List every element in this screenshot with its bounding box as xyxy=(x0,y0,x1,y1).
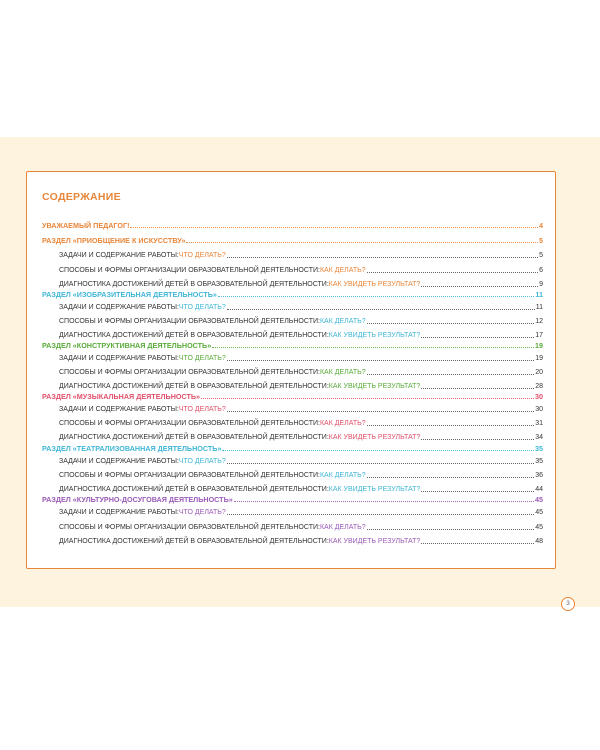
toc-page-number: 35 xyxy=(535,458,543,465)
toc-leader-dots xyxy=(421,543,534,544)
toc-leader-dots xyxy=(421,286,538,287)
toc-page-number: 19 xyxy=(535,355,543,362)
toc-entry-accent: ЧТО ДЕЛАТЬ? xyxy=(178,304,226,311)
toc-subentry xyxy=(59,457,543,466)
toc-leader-dots xyxy=(130,227,538,228)
toc-entry-label: РАЗДЕЛ «КОНСТРУКТИВНАЯ ДЕЯТЕЛЬНОСТЬ» xyxy=(42,341,212,350)
toc-subentry xyxy=(59,419,543,428)
toc-page-number: 30 xyxy=(535,392,543,401)
toc-subentry xyxy=(59,405,543,414)
toc-page-number: 17 xyxy=(535,332,543,339)
toc-entry-label: РАЗДЕЛ «КУЛЬТУРНО-ДОСУГОВАЯ ДЕЯТЕЛЬНОСТЬ» xyxy=(42,495,233,504)
toc-page-number: 30 xyxy=(535,406,543,413)
toc-entry-label: СПОСОБЫ И ФОРМЫ ОРГАНИЗАЦИИ ОБРАЗОВАТЕЛЬНОЙ ДЕЯТЕЛЬНОСТИ: xyxy=(59,369,320,376)
toc-subentry xyxy=(59,280,543,289)
toc-page-number: 48 xyxy=(535,538,543,545)
toc-subentry xyxy=(59,537,543,546)
toc-page-number: 44 xyxy=(535,486,543,493)
toc-section-heading xyxy=(42,392,543,401)
toc-entry-label: ЗАДАЧИ И СОДЕРЖАНИЕ РАБОТЫ: xyxy=(59,252,179,259)
toc-leader-dots xyxy=(234,501,534,502)
toc-entry-label: ЗАДАЧИ И СОДЕРЖАНИЕ РАБОТЫ: xyxy=(59,406,179,413)
toc-section-heading xyxy=(42,290,543,299)
toc-entry-accent: КАК ДЕЛАТЬ? xyxy=(319,472,366,479)
toc-section-heading xyxy=(42,236,543,245)
toc-leader-dots xyxy=(227,257,538,258)
toc-leader-dots xyxy=(227,514,534,515)
toc-entry-accent: КАК УВИДЕТЬ РЕЗУЛЬТАТ? xyxy=(328,486,421,493)
toc-subentry xyxy=(59,251,543,260)
toc-subentry xyxy=(59,303,543,312)
page-number: 3 xyxy=(561,597,575,611)
toc-section-heading xyxy=(42,221,543,230)
toc-page-number: 31 xyxy=(535,420,543,427)
toc-entry-label: ДИАГНОСТИКА ДОСТИЖЕНИЙ ДЕТЕЙ В ОБРАЗОВАТЕЛЬНОЙ ДЕЯТЕЛЬНОСТИ: xyxy=(59,383,329,390)
toc-entry-accent: ЧТО ДЕЛАТЬ? xyxy=(178,355,226,362)
toc-leader-dots xyxy=(212,347,534,348)
toc-entry-label: ЗАДАЧИ И СОДЕРЖАНИЕ РАБОТЫ: xyxy=(59,355,179,362)
toc-entry-label: ЗАДАЧИ И СОДЕРЖАНИЕ РАБОТЫ: xyxy=(59,304,179,311)
toc-page-number: 5 xyxy=(539,252,543,259)
toc-leader-dots xyxy=(367,323,535,324)
toc-leader-dots xyxy=(227,309,535,310)
toc-entry-label: ДИАГНОСТИКА ДОСТИЖЕНИЙ ДЕТЕЙ В ОБРАЗОВАТЕЛЬНОЙ ДЕЯТЕЛЬНОСТИ: xyxy=(59,538,329,545)
toc-entry-label: СПОСОБЫ И ФОРМЫ ОРГАНИЗАЦИИ ОБРАЗОВАТЕЛЬНОЙ ДЕЯТЕЛЬНОСТИ: xyxy=(59,318,320,325)
toc-subentry xyxy=(59,354,543,363)
toc-subentry xyxy=(59,317,543,326)
toc-entry-accent: КАК УВИДЕТЬ РЕЗУЛЬТАТ? xyxy=(328,538,421,545)
toc-page-number: 45 xyxy=(535,509,543,516)
toc-entry-accent: КАК УВИДЕТЬ РЕЗУЛЬТАТ? xyxy=(328,383,421,390)
toc-section-heading xyxy=(42,444,543,453)
toc-subentry xyxy=(59,523,543,532)
toc-entry-accent: КАК УВИДЕТЬ РЕЗУЛЬТАТ? xyxy=(328,434,421,441)
toc-title: СОДЕРЖАНИЕ xyxy=(42,191,121,203)
toc-entry-label: ДИАГНОСТИКА ДОСТИЖЕНИЙ ДЕТЕЙ В ОБРАЗОВАТЕЛЬНОЙ ДЕЯТЕЛЬНОСТИ: xyxy=(59,332,329,339)
toc-entry-label: УВАЖАЕМЫЙ ПЕДАГОГ! xyxy=(42,221,130,230)
toc-subentry xyxy=(59,331,543,340)
toc-entry-accent: ЧТО ДЕЛАТЬ? xyxy=(178,458,226,465)
toc-entry-accent: КАК ДЕЛАТЬ? xyxy=(319,524,366,531)
toc-entry-accent: КАК ДЕЛАТЬ? xyxy=(319,369,366,376)
toc-entry-label: РАЗДЕЛ «МУЗЫКАЛЬНАЯ ДЕЯТЕЛЬНОСТЬ» xyxy=(42,392,201,401)
toc-entry-label: РАЗДЕЛ «ПРИОБЩЕНИЕ К ИСКУССТВУ» xyxy=(42,236,186,245)
toc-subentry xyxy=(59,471,543,480)
toc-entry-accent: КАК ДЕЛАТЬ? xyxy=(319,318,366,325)
toc-leader-dots xyxy=(367,477,535,478)
toc-entry-label: СПОСОБЫ И ФОРМЫ ОРГАНИЗАЦИИ ОБРАЗОВАТЕЛЬНОЙ ДЕЯТЕЛЬНОСТИ: xyxy=(59,472,320,479)
toc-entry-accent: ЧТО ДЕЛАТЬ? xyxy=(178,406,226,413)
toc-leader-dots xyxy=(421,439,534,440)
toc-entry-accent: ЧТО ДЕЛАТЬ? xyxy=(178,252,226,259)
toc-subentry xyxy=(59,433,543,442)
toc-page-number: 34 xyxy=(535,434,543,441)
toc-page-number: 36 xyxy=(535,472,543,479)
toc-entry-label: СПОСОБЫ И ФОРМЫ ОРГАНИЗАЦИИ ОБРАЗОВАТЕЛЬНОЙ ДЕЯТЕЛЬНОСТИ: xyxy=(59,267,320,274)
toc-leader-dots xyxy=(227,411,534,412)
toc-leader-dots xyxy=(227,463,534,464)
toc-page-number: 4 xyxy=(539,221,543,230)
toc-entry-label: СПОСОБЫ И ФОРМЫ ОРГАНИЗАЦИИ ОБРАЗОВАТЕЛЬНОЙ ДЕЯТЕЛЬНОСТИ: xyxy=(59,524,320,531)
toc-entry-label: РАЗДЕЛ «ИЗОБРАЗИТЕЛЬНАЯ ДЕЯТЕЛЬНОСТЬ» xyxy=(42,290,217,299)
toc-subentry xyxy=(59,266,543,275)
toc-entry-label: ДИАГНОСТИКА ДОСТИЖЕНИЙ ДЕТЕЙ В ОБРАЗОВАТЕЛЬНОЙ ДЕЯТЕЛЬНОСТИ: xyxy=(59,486,329,493)
toc-subentry xyxy=(59,382,543,391)
toc-subentry xyxy=(59,485,543,494)
toc-page-number: 6 xyxy=(539,267,543,274)
toc-page-number: 9 xyxy=(539,281,543,288)
toc-entry-accent: ЧТО ДЕЛАТЬ? xyxy=(178,509,226,516)
toc-entry-label: СПОСОБЫ И ФОРМЫ ОРГАНИЗАЦИИ ОБРАЗОВАТЕЛЬНОЙ ДЕЯТЕЛЬНОСТИ: xyxy=(59,420,320,427)
toc-leader-dots xyxy=(222,450,534,451)
toc-entry-accent: КАК ДЕЛАТЬ? xyxy=(319,267,366,274)
toc-leader-dots xyxy=(227,360,534,361)
toc-section-heading xyxy=(42,341,543,350)
toc-entry-accent: КАК УВИДЕТЬ РЕЗУЛЬТАТ? xyxy=(328,332,421,339)
toc-page-number: 20 xyxy=(535,369,543,376)
toc-page-number: 12 xyxy=(535,318,543,325)
toc-entry-label: ДИАГНОСТИКА ДОСТИЖЕНИЙ ДЕТЕЙ В ОБРАЗОВАТЕЛЬНОЙ ДЕЯТЕЛЬНОСТИ: xyxy=(59,281,329,288)
toc-leader-dots xyxy=(186,242,538,243)
toc-page-number: 45 xyxy=(535,495,543,504)
toc-leader-dots xyxy=(218,296,534,297)
toc-leader-dots xyxy=(201,398,534,399)
toc-page-number: 28 xyxy=(535,383,543,390)
toc-entry-label: ЗАДАЧИ И СОДЕРЖАНИЕ РАБОТЫ: xyxy=(59,458,179,465)
toc-page-number: 11 xyxy=(535,290,543,299)
toc-leader-dots xyxy=(421,337,534,338)
toc-page-number: 19 xyxy=(535,341,543,350)
toc-entry-label: ЗАДАЧИ И СОДЕРЖАНИЕ РАБОТЫ: xyxy=(59,509,179,516)
toc-subentry xyxy=(59,368,543,377)
toc-page-number: 45 xyxy=(535,524,543,531)
toc-leader-dots xyxy=(367,425,535,426)
toc-page-number: 35 xyxy=(535,444,543,453)
toc-leader-dots xyxy=(367,272,538,273)
toc-leader-dots xyxy=(421,491,534,492)
toc-section-heading xyxy=(42,495,543,504)
toc-entry-accent: КАК ДЕЛАТЬ? xyxy=(319,420,366,427)
toc-entry-label: ДИАГНОСТИКА ДОСТИЖЕНИЙ ДЕТЕЙ В ОБРАЗОВАТЕЛЬНОЙ ДЕЯТЕЛЬНОСТИ: xyxy=(59,434,329,441)
toc-page-number: 5 xyxy=(539,236,543,245)
toc-subentry xyxy=(59,508,543,517)
toc-leader-dots xyxy=(367,529,535,530)
toc-leader-dots xyxy=(421,388,534,389)
toc-page-number: 11 xyxy=(535,304,543,311)
toc-entry-accent: КАК УВИДЕТЬ РЕЗУЛЬТАТ? xyxy=(328,281,421,288)
toc-entry-label: РАЗДЕЛ «ТЕАТРАЛИЗОВАННАЯ ДЕЯТЕЛЬНОСТЬ» xyxy=(42,444,222,453)
toc-leader-dots xyxy=(367,374,535,375)
